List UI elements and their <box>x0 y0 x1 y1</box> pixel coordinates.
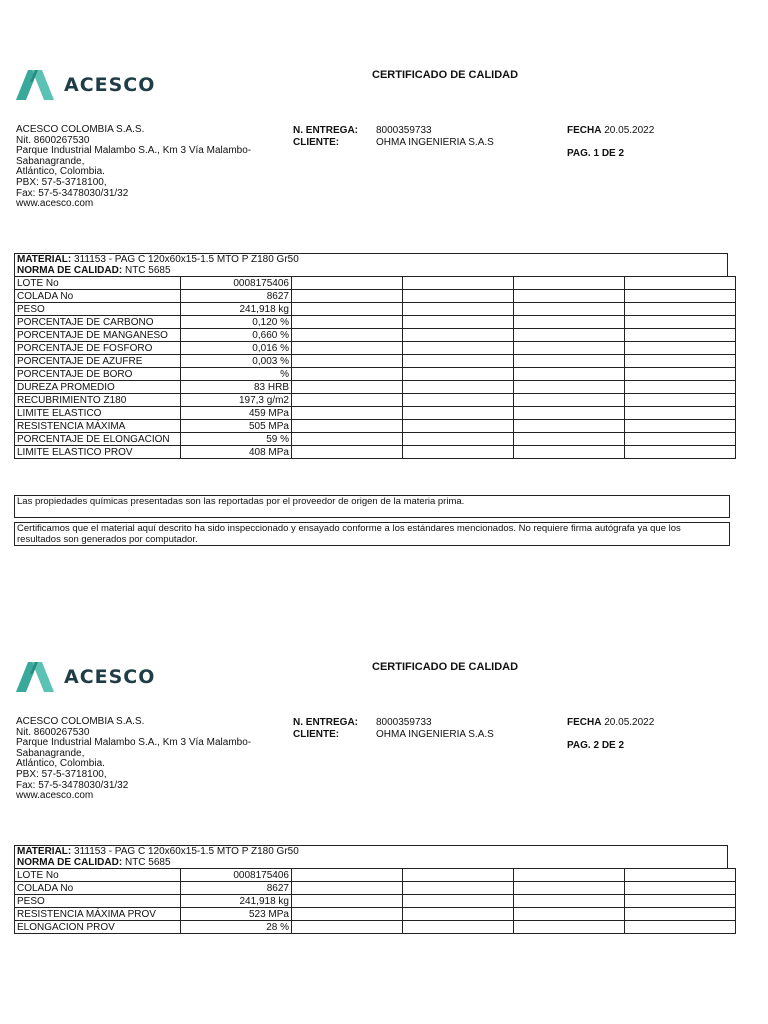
property-value: 408 MPa <box>181 446 292 459</box>
empty-cell <box>292 407 403 420</box>
property-name: PORCENTAJE DE MANGANESO <box>15 329 181 342</box>
empty-cell <box>403 316 514 329</box>
property-value: 59 % <box>181 433 292 446</box>
property-name: PORCENTAJE DE AZUFRE <box>15 355 181 368</box>
property-value: 28 % <box>181 921 292 934</box>
property-value: 0,003 % <box>181 355 292 368</box>
empty-cell <box>514 407 625 420</box>
empty-cell <box>403 433 514 446</box>
empty-cell <box>625 303 736 316</box>
empty-cell <box>292 342 403 355</box>
material-label: MATERIAL: <box>17 846 72 857</box>
property-name: PORCENTAJE DE CARBONO <box>15 316 181 329</box>
company-nit: Nit. 8600267530 <box>16 134 90 146</box>
empty-cell <box>625 394 736 407</box>
table-row <box>15 355 736 368</box>
table-row <box>15 316 736 329</box>
fecha-value: 20.05.2022 <box>604 125 655 136</box>
property-name: COLADA No <box>15 290 181 303</box>
page-number: PAG. 1 DE 2 <box>567 148 625 159</box>
material-header <box>14 845 728 869</box>
property-value: 0,016 % <box>181 342 292 355</box>
delivery-info <box>293 717 494 741</box>
logo-text: ACESCO <box>64 74 156 96</box>
empty-cell <box>403 368 514 381</box>
empty-cell <box>292 446 403 459</box>
empty-cell <box>514 355 625 368</box>
company-address: Parque Industrial Malambo S.A., Km 3 Vía Malambo-Sabanagrande, <box>16 737 252 759</box>
date-info <box>567 125 654 159</box>
page-title: CERTIFICADO DE CALIDAD <box>372 661 519 673</box>
property-value: 0,660 % <box>181 329 292 342</box>
company-info <box>16 125 266 210</box>
empty-cell <box>403 420 514 433</box>
company-nit: Nit. 8600267530 <box>16 726 90 738</box>
property-value: % <box>181 368 292 381</box>
chemical-note: Las propiedades químicas presentadas son las reportadas por el proveedor de origen de la materia prima. <box>14 495 730 518</box>
empty-cell <box>625 368 736 381</box>
company-pbx: PBX: 57-5-3718100, <box>16 176 107 188</box>
property-name: RESISTENCIA MÁXIMA <box>15 420 181 433</box>
empty-cell <box>625 908 736 921</box>
empty-cell <box>514 394 625 407</box>
empty-cell <box>292 316 403 329</box>
empty-cell <box>292 908 403 921</box>
material-label: MATERIAL: <box>17 254 72 265</box>
table-row <box>15 303 736 316</box>
empty-cell <box>514 381 625 394</box>
empty-cell <box>292 895 403 908</box>
table-row <box>15 277 736 290</box>
empty-cell <box>292 433 403 446</box>
norma-value: NTC 5685 <box>124 856 171 868</box>
property-value: 241,918 kg <box>181 895 292 908</box>
norma-label: NORMA DE CALIDAD: <box>17 264 123 276</box>
empty-cell <box>292 420 403 433</box>
norma-value: NTC 5685 <box>124 264 171 276</box>
empty-cell <box>514 290 625 303</box>
table-row <box>15 290 736 303</box>
empty-cell <box>514 908 625 921</box>
empty-cell <box>292 869 403 882</box>
fecha-label: FECHA <box>567 125 602 136</box>
company-website: www.acesco.com <box>16 198 94 210</box>
property-value: 523 MPa <box>181 908 292 921</box>
company-website: www.acesco.com <box>16 790 94 802</box>
empty-cell <box>625 355 736 368</box>
empty-cell <box>403 394 514 407</box>
property-name: LIMITE ELASTICO <box>15 407 181 420</box>
entrega-label: N. ENTREGA: <box>293 717 358 728</box>
empty-cell <box>514 433 625 446</box>
empty-cell <box>403 869 514 882</box>
table-row <box>15 433 736 446</box>
acesco-logo <box>16 662 155 692</box>
company-address: Parque Industrial Malambo S.A., Km 3 Vía Malambo-Sabanagrande, <box>16 145 252 167</box>
table-row <box>15 368 736 381</box>
empty-cell <box>292 381 403 394</box>
empty-cell <box>292 277 403 290</box>
property-name: PORCENTAJE DE ELONGACION <box>15 433 181 446</box>
fecha-label: FECHA <box>567 717 602 728</box>
empty-cell <box>625 869 736 882</box>
cliente-value: OHMA INGENIERIA S.A.S <box>376 729 494 740</box>
empty-cell <box>403 407 514 420</box>
cliente-label: CLIENTE: <box>293 137 340 148</box>
table-row <box>15 407 736 420</box>
property-value: 0008175406 <box>181 277 292 290</box>
empty-cell <box>403 329 514 342</box>
table-row <box>15 329 736 342</box>
material-value: 311153 - PAG C 120x60x15-1.5 MTO P Z180 Gr50 <box>74 846 299 857</box>
property-name: PESO <box>15 895 181 908</box>
empty-cell <box>625 921 736 934</box>
properties-table <box>14 868 736 934</box>
company-pbx: PBX: 57-5-3718100, <box>16 768 107 780</box>
empty-cell <box>514 277 625 290</box>
property-name: RESISTENCIA MÁXIMA PROV <box>15 908 181 921</box>
page-number: PAG. 2 DE 2 <box>567 740 625 751</box>
empty-cell <box>514 368 625 381</box>
property-name: LOTE No <box>15 869 181 882</box>
empty-cell <box>514 882 625 895</box>
table-row <box>15 908 736 921</box>
empty-cell <box>514 342 625 355</box>
logo-text: ACESCO <box>64 666 156 688</box>
property-name: RECUBRIMIENTO Z180 <box>15 394 181 407</box>
empty-cell <box>625 381 736 394</box>
table-row <box>15 921 736 934</box>
company-fax: Fax: 57-5-3478030/31/32 <box>16 187 129 199</box>
table-row <box>15 420 736 433</box>
empty-cell <box>625 895 736 908</box>
property-value: 459 MPa <box>181 407 292 420</box>
page-title: CERTIFICADO DE CALIDAD <box>372 69 519 81</box>
company-fax: Fax: 57-5-3478030/31/32 <box>16 779 129 791</box>
entrega-label: N. ENTREGA: <box>293 125 358 136</box>
empty-cell <box>625 433 736 446</box>
date-info <box>567 717 654 751</box>
empty-cell <box>625 342 736 355</box>
empty-cell <box>514 921 625 934</box>
empty-cell <box>625 316 736 329</box>
table-row <box>15 381 736 394</box>
table-row <box>15 342 736 355</box>
company-region: Atlántico, Colombia. <box>16 758 105 770</box>
property-value: 8627 <box>181 882 292 895</box>
empty-cell <box>514 446 625 459</box>
acesco-logo <box>16 70 155 100</box>
empty-cell <box>403 908 514 921</box>
table-row <box>15 882 736 895</box>
empty-cell <box>292 368 403 381</box>
property-value: 505 MPa <box>181 420 292 433</box>
property-value: 83 HRB <box>181 381 292 394</box>
table-row <box>15 446 736 459</box>
acesco-logo-mark-icon <box>16 662 54 692</box>
empty-cell <box>292 329 403 342</box>
entrega-value: 8000359733 <box>376 717 432 728</box>
empty-cell <box>292 355 403 368</box>
empty-cell <box>625 420 736 433</box>
empty-cell <box>292 394 403 407</box>
norma-label: NORMA DE CALIDAD: <box>17 856 123 868</box>
property-name: COLADA No <box>15 882 181 895</box>
certification-note: Certificamos que el material aquí descrito ha sido inspeccionado y ensayado conforme a los estándares mencionados. No requiere firma autógrafa ya que los resultados son generados por computador. <box>14 522 730 546</box>
empty-cell <box>625 882 736 895</box>
property-name: DUREZA PROMEDIO <box>15 381 181 394</box>
empty-cell <box>292 921 403 934</box>
empty-cell <box>292 290 403 303</box>
empty-cell <box>403 277 514 290</box>
empty-cell <box>403 355 514 368</box>
property-value: 0008175406 <box>181 869 292 882</box>
table-row <box>15 394 736 407</box>
empty-cell <box>403 303 514 316</box>
empty-cell <box>514 420 625 433</box>
table-row <box>15 869 736 882</box>
cliente-value: OHMA INGENIERIA S.A.S <box>376 137 494 148</box>
empty-cell <box>403 290 514 303</box>
property-name: PORCENTAJE DE BORO <box>15 368 181 381</box>
empty-cell <box>403 381 514 394</box>
empty-cell <box>625 277 736 290</box>
empty-cell <box>403 921 514 934</box>
empty-cell <box>625 329 736 342</box>
empty-cell <box>514 895 625 908</box>
empty-cell <box>403 342 514 355</box>
property-name: ELONGACION PROV <box>15 921 181 934</box>
empty-cell <box>514 303 625 316</box>
company-name: ACESCO COLOMBIA S.A.S. <box>16 716 145 727</box>
empty-cell <box>514 869 625 882</box>
property-value: 0,120 % <box>181 316 292 329</box>
property-name: PORCENTAJE DE FOSFORO <box>15 342 181 355</box>
acesco-logo-mark-icon <box>16 70 54 100</box>
company-info <box>16 717 266 802</box>
properties-table <box>14 276 736 459</box>
cliente-label: CLIENTE: <box>293 729 340 740</box>
empty-cell <box>514 316 625 329</box>
property-name: LIMITE ELASTICO PROV <box>15 446 181 459</box>
property-value: 241,918 kg <box>181 303 292 316</box>
material-value: 311153 - PAG C 120x60x15-1.5 MTO P Z180 Gr50 <box>74 254 299 265</box>
table-row <box>15 895 736 908</box>
fecha-value: 20.05.2022 <box>604 717 655 728</box>
empty-cell <box>625 446 736 459</box>
property-name: PESO <box>15 303 181 316</box>
property-name: LOTE No <box>15 277 181 290</box>
empty-cell <box>625 290 736 303</box>
empty-cell <box>292 303 403 316</box>
empty-cell <box>403 895 514 908</box>
empty-cell <box>625 407 736 420</box>
property-value: 197,3 g/m2 <box>181 394 292 407</box>
delivery-info <box>293 125 494 149</box>
entrega-value: 8000359733 <box>376 125 432 136</box>
company-region: Atlántico, Colombia. <box>16 166 105 178</box>
company-name: ACESCO COLOMBIA S.A.S. <box>16 124 145 135</box>
material-header <box>14 253 728 277</box>
property-value: 8627 <box>181 290 292 303</box>
empty-cell <box>292 882 403 895</box>
empty-cell <box>403 882 514 895</box>
empty-cell <box>403 446 514 459</box>
empty-cell <box>514 329 625 342</box>
